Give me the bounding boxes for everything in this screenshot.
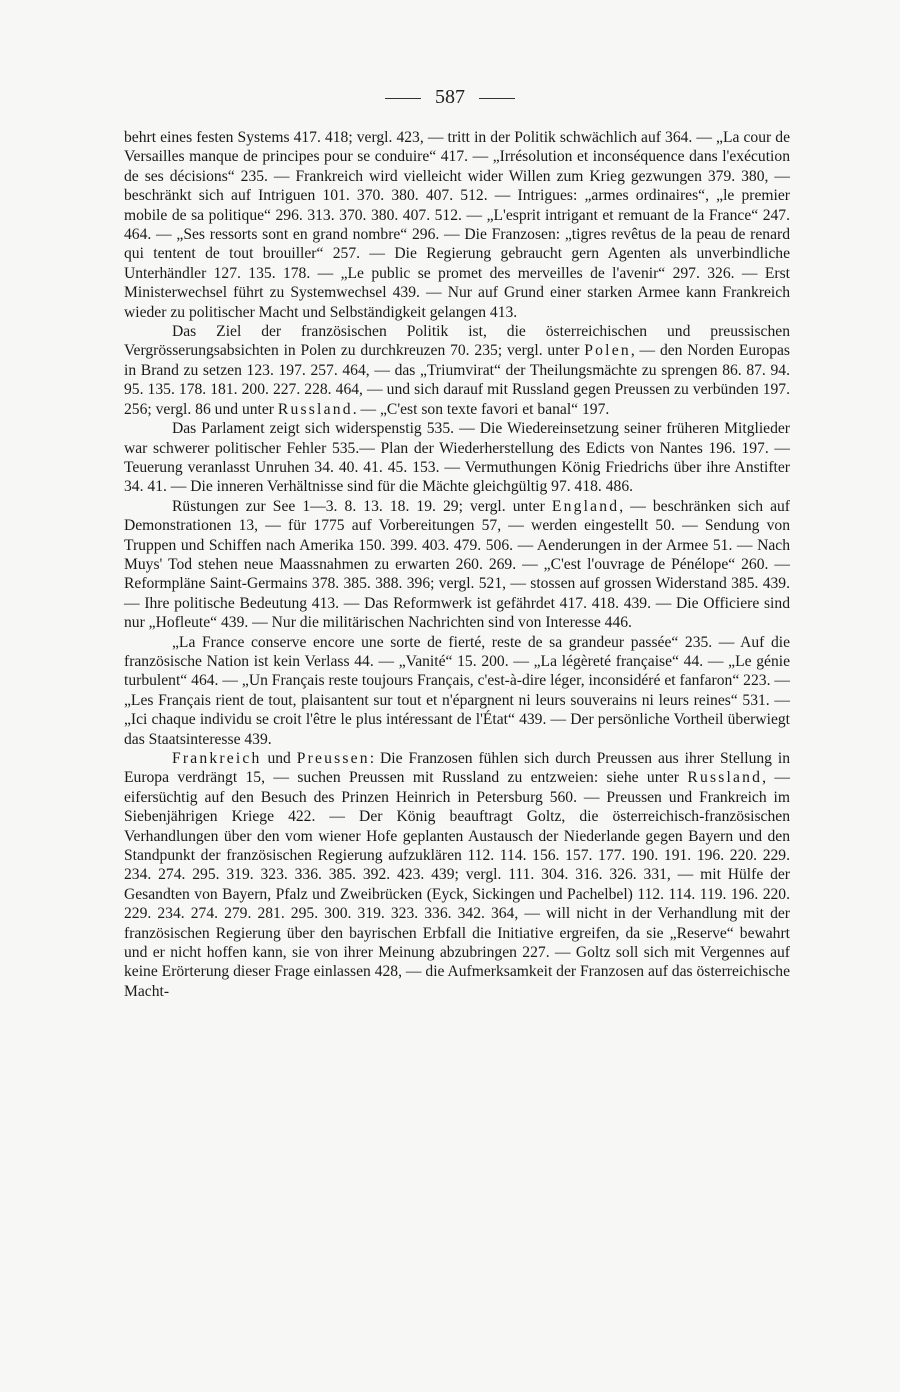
text-run: , — eifersüchtig auf den Besuch des Prinzen Heinrich in Petersburg 560. — Preussen und Frankreich im Siebenjährigen Kriege 422. — Der König beauftragt Goltz, die österreichisch-französischen Verhandlungen über den vom wiener Hofe geplanten Austausch der Niederlande gegen Bayern und den Standpunkt der französischen Regierung aufzuklären 112. 114. 156. 157. 177. 190. 191. 196. 220. 229. 234. 274. 295. 319. 323. 336. 385. 392. 423. 439; vergl. 111. 304. 316. 326. 331, — mit Hülfe der Gesandten von Bayern, Pfalz und Zweibrücken (Eyck, Sickingen und Pachelbel) 112. 114. 119. 196. 220. 229. 234. 274. 279. 281. 295. 300. 319. 323. 336. 342. 364, — will nicht in der Verhandlung mit der französischen Regierung über den bayrischen Erbfall die Initiative ergreifen, da sie „Reserve“ bewahrt und er nicht hoffen kann, sie von ihrer Meinung abzubringen 227. — Goltz soll sich mit Vergennes auf keine Erörterung dieser Frage einlassen 428, — die Aufmerksamkeit der Franzosen auf das österreichische Macht- <box>124 769 791 1000</box>
text-run: „La France conserve encore une sorte de fierté, reste de sa grandeur passée“ 235. — Auf die französische Nation ist kein Verlass 44. — „Vanité“ 15. 200. — „La légèreté française“ 44. — „Le génie turbulent“ 464. — „Un Français reste toujours Français, c'est-à-dire léger, inconsidéré et fanfaron“ 223. — „Les Français rient de tout, plaisantent sur tout et n'épargnent ni leurs souverains ni leurs reines“ 531. — „Ici chaque individu se croit l'être le plus intéressant de l'État“ 439. — Der persönliche Vortheil überwiegt das Staatsinteresse 439. <box>124 633 790 748</box>
text-run: Das Ziel der französischen Politik ist, die österreichischen und preussischen Vergrösserungsabsichten in Polen zu durchkreuzen 70. 235; vergl. unter <box>124 323 790 360</box>
spaced-name: Polen <box>584 342 631 360</box>
page-header <box>0 86 900 109</box>
text-run: , — beschränken sich auf Demonstrationen 13, — für 1775 auf Vorbereitungen 57, — werden eingestellt 50. — Sendung von Truppen und Schiffen nach Amerika 150. 399. 403. 479. 506. — Aenderungen in der Armee 51. — Nach Muys' Tod stehen neue Maassnahmen zu erwarten 260. 269. — „C'est l'ouvrage de Pénélope“ 260. — Reformpläne Saint-Germains 378. 385. 388. 396; vergl. 521, — stossen auf grossen Widerstand 385. 439. — Ihre politische Bedeutung 413. — Das Reformwerk ist gefährdet 417. 418. 439. — Die Officiere sind nur „Hofleute“ 439. — Nur die militärischen Nachrichten sind von Interesse 446. <box>124 497 790 632</box>
paragraph <box>124 419 790 497</box>
text-run: Rüstungen zur See 1—3. 8. 13. 18. 19. 29; vergl. unter <box>172 497 552 515</box>
text-run: und <box>261 750 297 767</box>
text-run: Das Parlament zeigt sich widerspenstig 535. — Die Wiedereinsetzung seiner früheren Mitglieder war schwerer politischer Fehler 535.— Plan der Wiederherstellung des Edicts von Nantes 196. 197. — Teuerung veranlasst Unruhen 34. 40. 41. 45. 153. — Vermuthungen König Friedrichs über ihre Anstifter 34. 41. — Die inneren Verhältnisse sind für die Mächte gleichgültig 97. 418. 486. <box>124 420 790 496</box>
page-number: 587 <box>435 86 465 108</box>
text-run: . — „C'est son texte favori et banal“ 197. <box>352 400 610 418</box>
header-dash-right <box>479 98 515 99</box>
paragraph <box>124 633 790 749</box>
paragraph <box>124 322 790 419</box>
paragraph <box>124 749 790 1001</box>
spaced-name: Russland <box>277 400 353 418</box>
text-run: , — den Norden Europas in Brand zu setzen 123. 197. 257. 464, — das „Triumvirat“ der Theilungsmächte zu sprengen 86. 87. 94. 95. 135. 178. 181. 200. 227. 228. 464, — und sich darauf mit Russland gegen Preussen zu verbünden 197. 256; vergl. 86 und unter <box>124 342 790 418</box>
text-run: : Die Franzosen fühlen sich durch Preussen aus ihrer Stellung in Europa verdrängt 15, — suchen Preussen mit Russland zu entzweien: siehe unter <box>124 750 791 787</box>
paragraph <box>124 128 790 322</box>
spaced-name: Russland <box>687 769 763 787</box>
body-text <box>124 128 790 1001</box>
spaced-name: Preussen <box>296 750 370 767</box>
paragraph <box>124 497 790 633</box>
spaced-name: England <box>551 497 620 515</box>
spaced-name: Frankreich <box>172 750 262 767</box>
header-dash-left <box>385 98 421 99</box>
text-run: behrt eines festen Systems 417. 418; vergl. 423, — tritt in der Politik schwächlich auf 364. — „La cour de Versailles manque de principes pour se conduire“ 417. — „Irrésolution et inconséquence dans l'exécution de ses décisions“ 235. — Frankreich wird vielleicht wider Willen zum Krieg gezwungen 379. 380, — beschränkt sich auf Intriguen 101. 370. 380. 407. 512. — Intrigues: „armes ordinaires“, „le premier mobile de sa politique“ 296. 313. 370. 380. 407. 512. — „L'esprit intrigant et remuant de la France“ 247. 464. — „Ses ressorts sont en grand nombre“ 296. — Die Franzosen: „tigres revêtus de la peau de renard qui tentent de tout brouiller“ 257. — Die Regierung gebraucht gern Agenten als unverbindliche Unterhändler 127. 135. 178. — „Le public se promet des merveilles de l'avenir“ 297. 326. — Erst Ministerwechsel führt zu Systemwechsel 439. — Nur auf Grund einer starken Armee kann Frankreich wieder zu politischer Macht und Selbständigkeit gelangen 413. <box>124 129 790 321</box>
